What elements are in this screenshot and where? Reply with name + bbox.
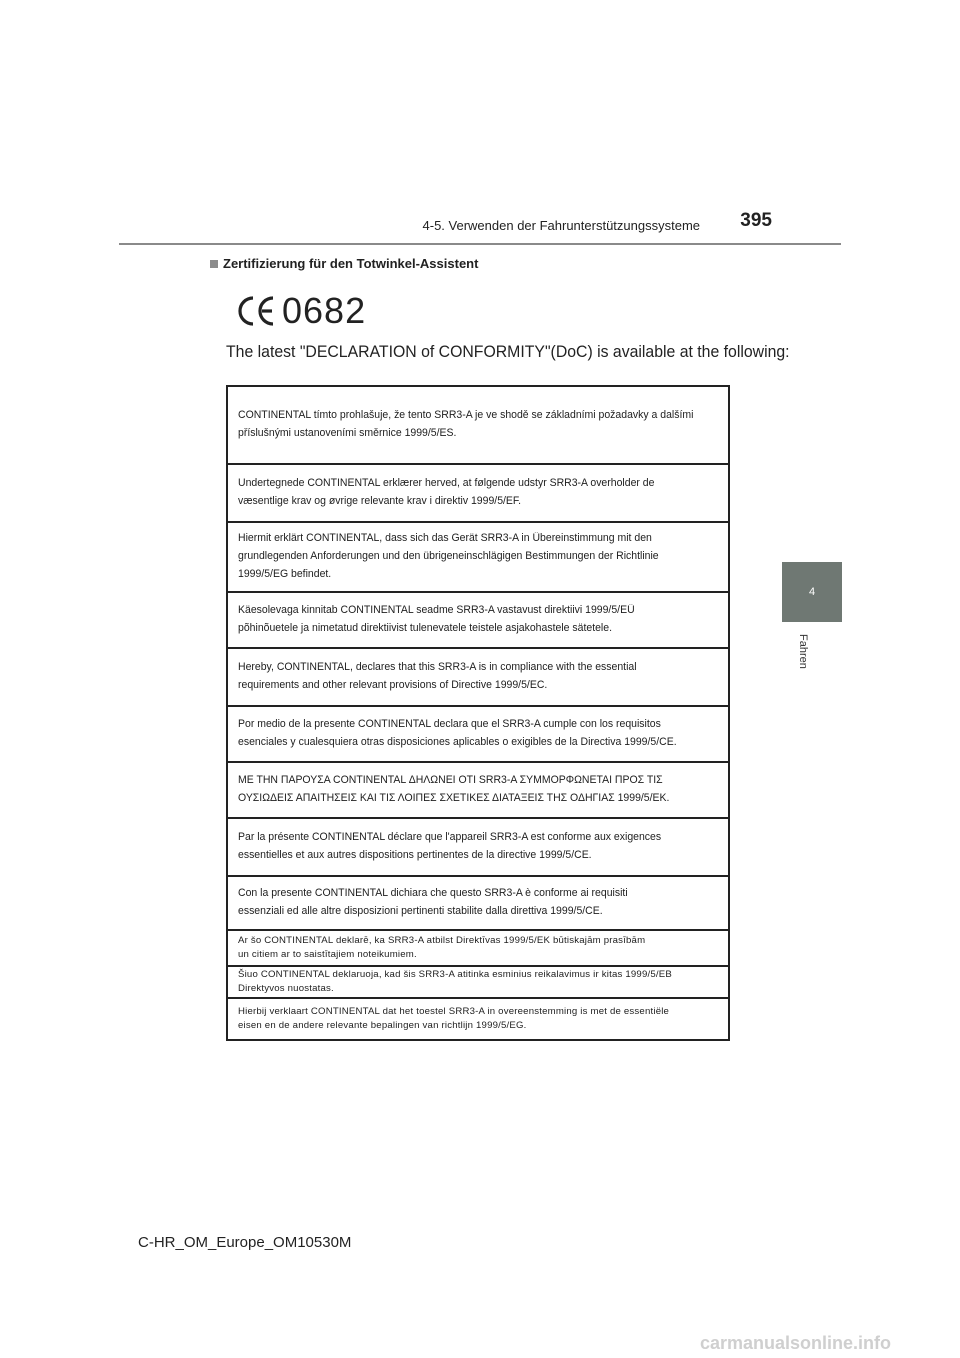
declaration-text: væsentlige krav og øvrige relevante krav i direktiv 1999/5/EF. [238, 495, 522, 507]
declaration-text: un citiem ar to saistītajiem noteikumiem. [238, 949, 417, 960]
declaration-row-el [228, 763, 728, 819]
declaration-row-en [228, 649, 728, 707]
doc-availability-line: The latest "DECLARATION of CONFORMITY"(DoC) is available at the following: [226, 342, 790, 361]
declaration-row-lt [228, 967, 728, 999]
declaration-row-it [228, 877, 728, 931]
declaration-text: põhinõuetele ja nimetatud direktiivist tulenevatele teistele asjakohastele sätetele. [238, 622, 613, 634]
section-heading-text: Zertifizierung für den Totwinkel-Assistent [223, 256, 479, 271]
declaration-text: Hereby, CONTINENTAL, declares that this SRR3-A is in compliance with the essential [238, 661, 637, 674]
declaration-text: Par la présente CONTINENTAL déclare que l'appareil SRR3-A est conforme aux exigences [238, 831, 662, 844]
declaration-text: Ar šo CONTINENTAL deklarē, ka SRR3-A atbilst Direktīvas 1999/5/EK būtiskajām prasībām [238, 935, 646, 947]
declaration-row-cs [228, 385, 728, 465]
declaration-text: Con la presente CONTINENTAL dichiara che questo SRR3-A è conforme ai requisiti [238, 887, 628, 900]
page-number: 395 [740, 210, 772, 231]
declaration-text: requirements and other relevant provisions of Directive 1999/5/EC. [238, 679, 548, 691]
notified-body-number: 0682 [282, 290, 367, 331]
declaration-text: essentielles et aux autres dispositions pertinentes de la directive 1999/5/CE. [238, 849, 592, 861]
declaration-text: ΜΕ ΤΗΝ ΠΑΡΟΥΣΑ CONTINENTAL ΔΗΛΩΝΕΙ ΟΤΙ SRR3-A ΣΥΜΜΟΡΦΩΝΕΤΑΙ ΠΡΟΣ ΤΙΣ [238, 774, 663, 787]
declaration-text: ΟΥΣΙΩΔΕΙΣ ΑΠΑΙΤΗΣΕΙΣ ΚΑΙ ΤΙΣ ΛΟΙΠΕΣ ΣΧΕΤΙΚΕΣ ΔΙΑΤΑΞΕΙΣ ΤΗΣ ΟΔΗΓΙΑΣ 1999/5/ΕΚ. [238, 792, 670, 804]
ce-logo-icon [234, 294, 278, 328]
declaration-row-es [228, 707, 728, 763]
chapter-label-container [793, 628, 813, 674]
square-bullet-icon [210, 260, 218, 268]
declaration-text: Hierbij verklaart CONTINENTAL dat het toestel SRR3-A in overeenstemming is met de essentiële [238, 1006, 670, 1018]
declaration-text: příslušnými ustanoveními směrnice 1999/5/ES. [238, 427, 457, 439]
declaration-text: Direktyvos nuostatas. [238, 983, 334, 994]
declaration-row-de [228, 523, 728, 593]
section-heading [210, 256, 478, 271]
declaration-text: eisen en de andere relevante bepalingen van richtlijn 1999/5/EG. [238, 1020, 527, 1031]
declaration-text: grundlegenden Anforderungen und den übrigeneinschlägigen Bestimmungen der Richtlinie [238, 550, 659, 563]
chapter-number: 4 [808, 586, 816, 598]
declaration-text: Käesolevaga kinnitab CONTINENTAL seadme SRR3-A vastavust direktiivi 1999/5/EÜ [238, 604, 635, 617]
chapter-label: Fahren [797, 633, 809, 669]
declaration-text: CONTINENTAL tímto prohlašuje, že tento SRR3-A je ve shodě se základními požadavky a dalšími [238, 409, 694, 422]
declaration-row-da [228, 465, 728, 523]
declaration-text: Undertegnede CONTINENTAL erklærer herved, at følgende udstyr SRR3-A overholder de [238, 477, 655, 490]
ce-mark [234, 290, 366, 332]
declaration-text: essenziali ed alle altre disposizioni pertinenti stabilite dalla direttiva 1999/5/CE. [238, 905, 603, 917]
chapter-tab [782, 562, 842, 622]
declaration-text: Por medio de la presente CONTINENTAL declara que el SRR3-A cumple con los requisitos [238, 718, 661, 731]
declaration-table [226, 385, 730, 1041]
declaration-row-nl [228, 999, 728, 1041]
declaration-text: esenciales y cualesquiera otras disposiciones aplicables o exigibles de la Directiva 1999/5/CE. [238, 736, 677, 748]
declaration-row-fr [228, 819, 728, 877]
section-title: 4-5. Verwenden der Fahrunterstützungssysteme [422, 218, 700, 233]
declaration-row-et [228, 593, 728, 649]
header-divider [119, 243, 841, 245]
declaration-text: 1999/5/EG befindet. [238, 567, 332, 580]
declaration-text: Šiuo CONTINENTAL deklaruoja, kad šis SRR3-A atitinka esminius reikalavimus ir kitas 1999/5/EB [238, 969, 672, 981]
watermark: carmanualsonline.info [700, 1333, 892, 1353]
declaration-text: Hiermit erklärt CONTINENTAL, dass sich das Gerät SRR3-A in Übereinstimmung mit den [238, 532, 652, 545]
document-id: C-HR_OM_Europe_OM10530M [138, 1234, 352, 1251]
declaration-row-lv [228, 931, 728, 967]
